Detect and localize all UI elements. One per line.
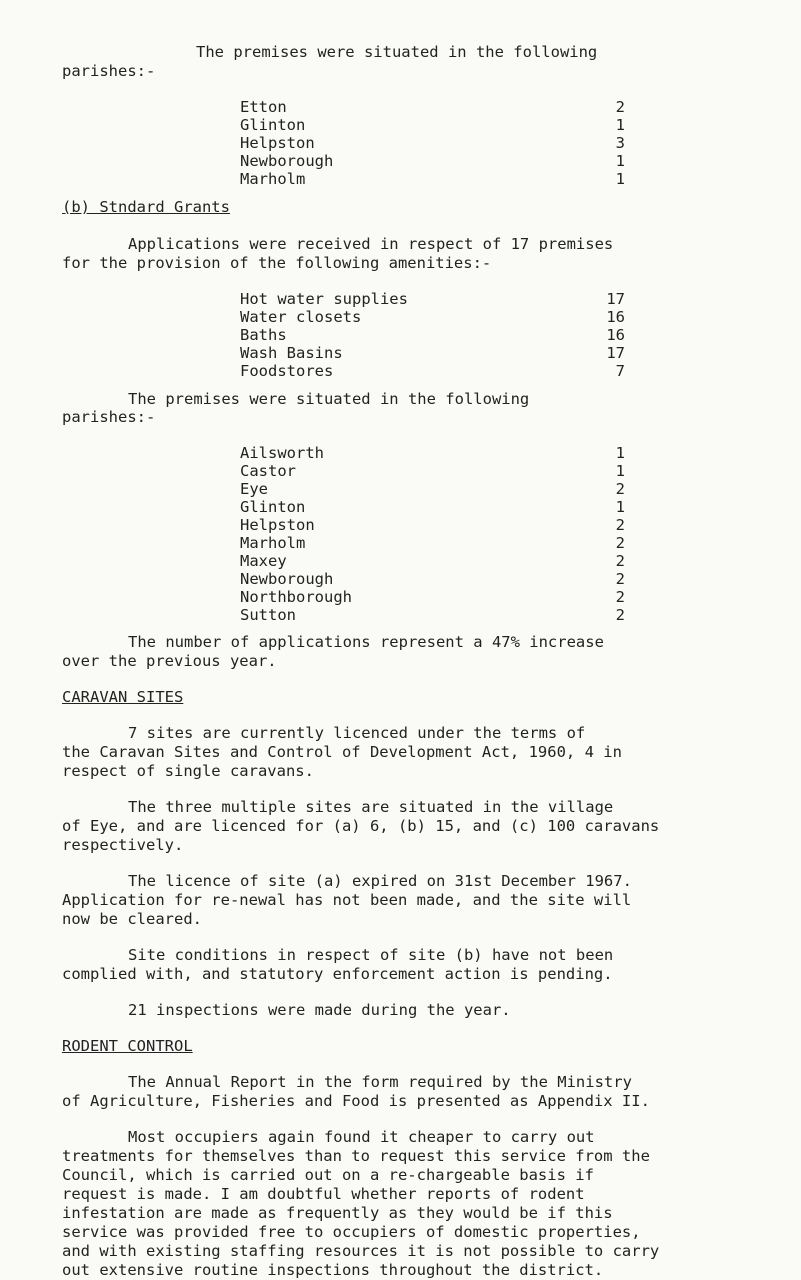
parish-count: 1 (615, 462, 625, 480)
intro-line-1: The premises were situated in the following (196, 43, 598, 61)
parish-count: 2 (615, 606, 625, 624)
amenity-count: 7 (615, 362, 625, 380)
caravan-heading: CARAVAN SITES (62, 688, 184, 706)
amenity-count: 16 (606, 308, 625, 326)
rodent-p2-line: infestation are made as frequently as they would be if this (62, 1204, 613, 1222)
parish-name: Marholm (240, 170, 306, 188)
grants-para-line-2: for the provision of the following amenities:- (62, 254, 492, 272)
rodent-p2-line: treatments for themselves than to request this service from the (62, 1147, 650, 1165)
rodent-p2-line: service was provided free to occupiers of domestic properties, (62, 1223, 641, 1241)
parish-name: Glinton (240, 116, 306, 134)
caravan-p1-line: respect of single caravans. (62, 762, 314, 780)
amenity-name: Foodstores (240, 362, 334, 380)
parish-name: Helpston (240, 516, 315, 534)
amenity-count: 16 (606, 326, 625, 344)
parish-name: Newborough (240, 570, 334, 588)
parish-name: Ailsworth (240, 444, 324, 462)
parish-name: Marholm (240, 534, 306, 552)
grants-para-line-1: Applications were received in respect of 17 premises (128, 235, 614, 253)
parish-count: 1 (615, 170, 625, 188)
parish-count: 1 (615, 444, 625, 462)
summary-line-1: The number of applications represent a 47% increase (128, 633, 604, 651)
rodent-p1-line: of Agriculture, Fisheries and Food is presented as Appendix II. (62, 1092, 650, 1110)
parish-name: Maxey (240, 552, 287, 570)
rodent-p2-line: Most occupiers again found it cheaper to carry out (128, 1128, 595, 1146)
parish-name: Castor (240, 462, 296, 480)
rodent-p2-line: Council, which is carried out on a re-chargeable basis if (62, 1166, 594, 1184)
parish-name: Eye (240, 480, 268, 498)
caravan-p1-line: the Caravan Sites and Control of Development Act, 1960, 4 in (62, 743, 622, 761)
parish-count: 2 (615, 480, 625, 498)
caravan-p4-line: Site conditions in respect of site (b) have not been (128, 946, 614, 964)
rodent-p2-line: request is made. I am doubtful whether reports of rodent (62, 1185, 585, 1203)
amenity-count: 17 (606, 344, 625, 362)
caravan-p5-line: 21 inspections were made during the year. (128, 1001, 511, 1019)
caravan-p2-line: respectively. (62, 836, 184, 854)
caravan-p3-line: Application for re-newal has not been made, and the site will (62, 891, 632, 909)
amenity-name: Water closets (240, 308, 362, 326)
caravan-p2-line: The three multiple sites are situated in the village (128, 798, 614, 816)
intro-line-2: parishes:- (62, 62, 156, 80)
parish-count: 1 (615, 152, 625, 170)
amenity-count: 17 (606, 290, 625, 308)
parish-name: Glinton (240, 498, 306, 516)
rodent-p1-line: The Annual Report in the form required by the Ministry (128, 1073, 632, 1091)
caravan-p3-line: The licence of site (a) expired on 31st December 1967. (128, 872, 632, 890)
grants-intro-line-1: The premises were situated in the following (128, 390, 530, 408)
parish-count: 2 (615, 516, 625, 534)
parish-count: 1 (615, 498, 625, 516)
caravan-p3-line: now be cleared. (62, 910, 202, 928)
parish-name: Etton (240, 98, 287, 116)
amenity-name: Wash Basins (240, 344, 343, 362)
parish-name: Sutton (240, 606, 296, 624)
parish-count: 2 (615, 534, 625, 552)
parish-count: 2 (615, 552, 625, 570)
parish-name: Newborough (240, 152, 334, 170)
grants-intro-line-2: parishes:- (62, 408, 156, 426)
summary-line-2: over the previous year. (62, 652, 277, 670)
parish-count: 3 (615, 134, 625, 152)
caravan-p1-line: 7 sites are currently licenced under the terms of (128, 724, 586, 742)
parish-count: 1 (615, 116, 625, 134)
parish-count: 2 (615, 570, 625, 588)
amenity-name: Baths (240, 326, 287, 344)
standard-grants-heading: (b) Stndard Grants (62, 198, 230, 216)
parish-name: Helpston (240, 134, 315, 152)
rodent-p2-line: and with existing staffing resources it is not possible to carry (62, 1242, 660, 1260)
parish-count: 2 (615, 588, 625, 606)
parish-count: 2 (615, 98, 625, 116)
rodent-heading: RODENT CONTROL (62, 1037, 193, 1055)
caravan-p4-line: complied with, and statutory enforcement action is pending. (62, 965, 613, 983)
caravan-p2-line: of Eye, and are licenced for (a) 6, (b) 15, and (c) 100 caravans (62, 817, 660, 835)
rodent-p2-line: out extensive routine inspections throughout the district. (62, 1261, 604, 1279)
parish-name: Northborough (240, 588, 352, 606)
amenity-name: Hot water supplies (240, 290, 408, 308)
